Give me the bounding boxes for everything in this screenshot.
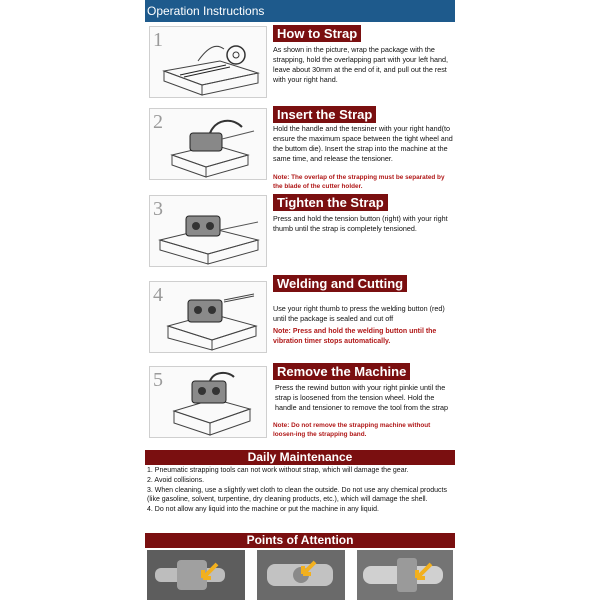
step-2-note: Note: The overlap of the strapping must be separated by the blade of the cutter holder. [273, 174, 445, 190]
tighten-strap-drawing [150, 196, 267, 267]
step-3-title: Tighten the Strap [273, 194, 388, 211]
step-1-title: How to Strap [273, 25, 361, 42]
page-title: Operation Instructions [145, 0, 455, 22]
step-4-title: Welding and Cutting [273, 275, 407, 292]
maintenance-item: 1. Pneumatic strapping tools can not work without strap, which will damage the gear. [147, 467, 409, 474]
step-number: 4 [153, 284, 163, 306]
step-number: 5 [153, 369, 163, 391]
step-1-illustration [149, 26, 267, 98]
step-4-text: Use your right thumb to press the welding button (red) until the package is sealed and cut off [273, 304, 445, 323]
attention-heading: Points of Attention [145, 533, 455, 548]
step-number: 1 [153, 29, 163, 51]
maintenance-item: 2. Avoid collisions. [147, 476, 205, 484]
step-5-text: Press the rewind button with your right pinkie until the strap is loosened from the tension wheel. Hold the handle and tensioner to remove the tool from the strap [275, 383, 449, 412]
step-5-illustration [149, 366, 267, 438]
insert-strap-drawing [150, 109, 267, 180]
remove-machine-drawing [150, 367, 267, 438]
maintenance-list [145, 466, 455, 515]
attention-photos [145, 550, 455, 600]
step-5-note: Note: Do not remove the strapping machine without loosen-ing the strapping band. [273, 422, 431, 438]
wrap-strap-drawing [150, 27, 267, 98]
step-number: 2 [153, 111, 163, 133]
attention-photo-2 [257, 550, 345, 600]
step-3-text: Press and hold the tension button (right) with your right thumb until the strap is completely tensioned. [273, 214, 448, 233]
step-2-title: Insert the Strap [273, 106, 376, 123]
instruction-sheet [145, 0, 455, 600]
attention-photo-1 [147, 550, 245, 600]
maintenance-heading: Daily Maintenance [145, 450, 455, 465]
step-4-note: Note: Press and hold the welding button until the vibration timer stops automatically. [273, 328, 437, 345]
step-4-illustration [149, 281, 267, 353]
step-1-text: As shown in the picture, wrap the package with the strapping, hold the overlapping part with your left hand, leave about 30mm at the end of it, and pull out the rest with your right hand. [273, 45, 449, 84]
step-5-title: Remove the Machine [273, 363, 410, 380]
maintenance-item: 3. When cleaning, use a slightly wet cloth to clean the outside. Do not use any chemical products (like gasoline, solvent, turpentine, dry cleaning products, etc.), which will damage the shell. [147, 486, 448, 504]
step-number: 3 [153, 198, 163, 220]
step-3-illustration [149, 195, 267, 267]
step-2-illustration [149, 108, 267, 180]
attention-photo-3 [357, 550, 453, 600]
step-2-text: Hold the handle and the tensiner with your right hand(to ensure the maximum space between the tight wheel and the buttom die). Insert the strap into the machine at the same time, and release the tensioner. [273, 124, 453, 163]
maintenance-item: 4. Do not allow any liquid into the machine or put the machine in any liquid. [147, 506, 379, 514]
welding-drawing [150, 282, 267, 353]
